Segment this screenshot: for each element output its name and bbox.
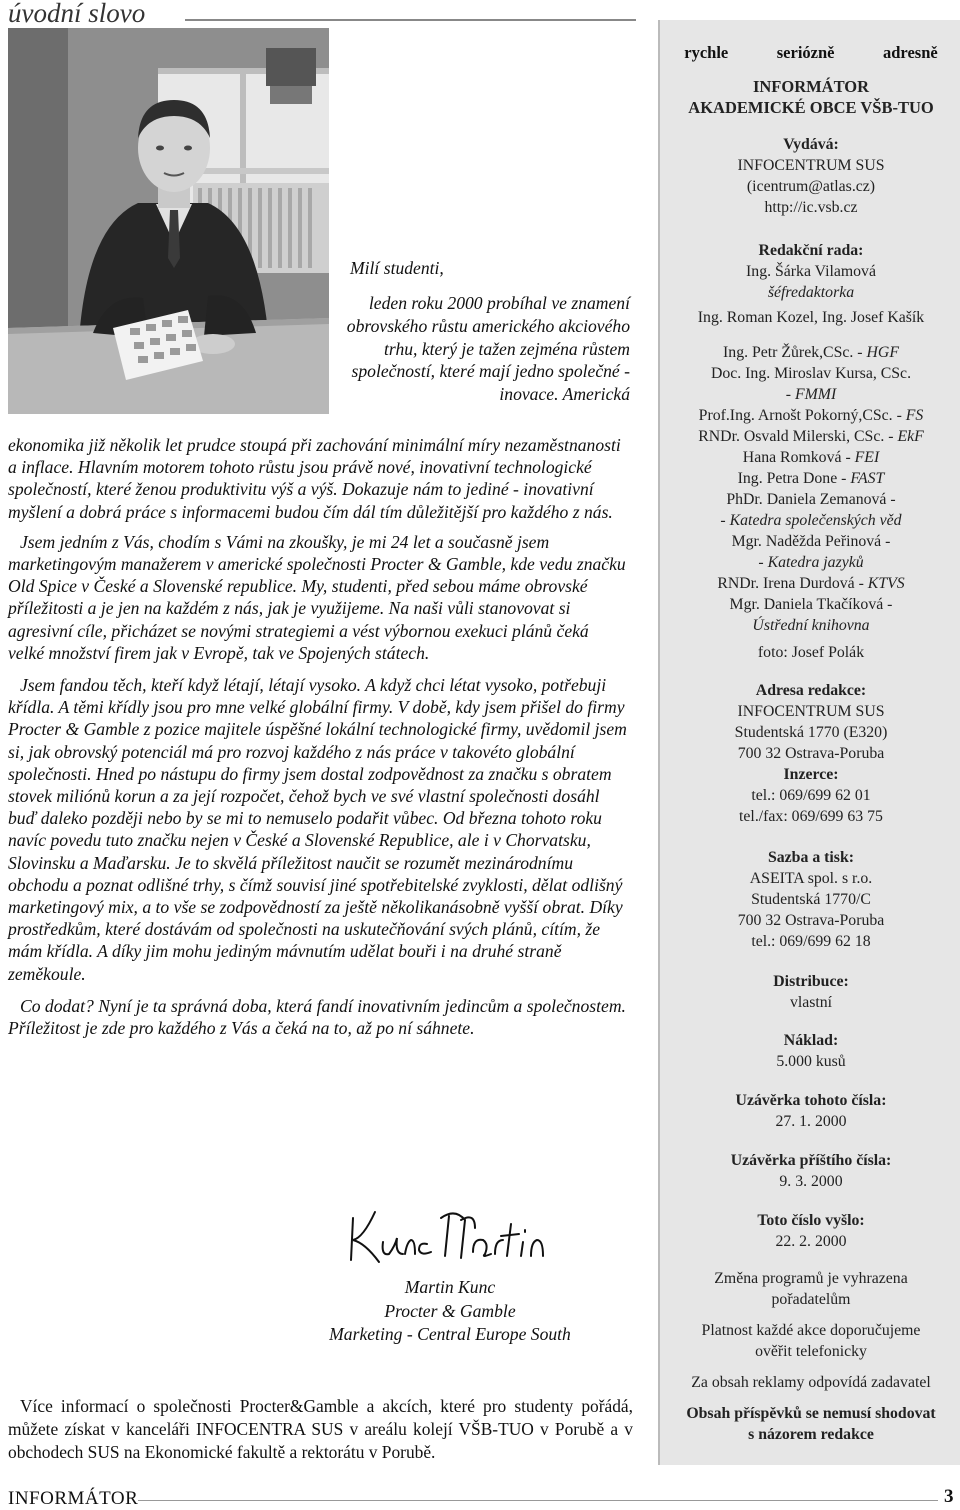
print-run-value: 5.000 kusů: [776, 1053, 846, 1070]
note-line: Změna programů je vyhrazena: [714, 1270, 908, 1287]
board-member-unit: FMMI: [794, 386, 837, 403]
paragraph-3: Jsem fandou těch, kteří když létají, létají vysoko. A když chci létat vysoko, potřebuji křídla. A těmi křídly jsou pro mne velké globální firmy. V době, kdy jsem přišel do firmy Procter & Gamble z pozice majitele úspěšné lokální technologické firmy, uvědomil jsem si, jak obrovský potenciál má pro rozvoj každého z nás práce v takovéto globální společnosti. Hned po nástupu do firmy jsem dostal zodpovědnost za značku s obratem stovek miliónů korun a za její rozpočet, čehož bych ve své vlastní společnosti dosáhl buď daleko později nebo by se mi to nemuselo podařit vůbec. Od března tohoto roku navíc povedu tuto značku nejen v České a Slovenské Republice, ale i v Chorvatsku, Slovinsku a Maďarsku. Je to skvělá příležitost naučit se rozumět mezinárodnímu obchodu a poznat odlišné trhy, s čímž souvisí jiné spotřebitelské zvyklosti, dělat odlišný marketingový mix, a to vše se zodpovědností za ještě několikanásobně vyšší obrat. Díky prostředkům, které dostávám od společnosti na uskutečňování svých plánů, cítím, že mám křídla. A díky jim mohu jediným mávnutím udělat bouři i na druhé straně zeměkoule.: [8, 675, 627, 984]
board-member-unit: EkF: [897, 428, 924, 445]
board-member-unit: Katedra jazyků: [767, 554, 864, 571]
paragraph-intro-rest: ekonomika již několik let prudce stoupá při zachování minimální míry nezaměstnanosti a inflace. Hlavním motorem tohoto růstu jsou právě nové, inovativní technologické společností, které ženou produktivitu výš a výš. Dokazuje nám to jediné - inovativní myšlení a dobrá práce s informacemi budou čím dál tím důležitější pro každého z nás.: [8, 435, 621, 522]
advertising-note: Za obsah reklamy odpovídá zadavatel: [691, 1374, 931, 1391]
printer-line: ASEITA spol. s r.o.: [749, 870, 873, 887]
editorial-address: [660, 680, 960, 827]
publisher-label: Vydává:: [783, 136, 839, 153]
publication-title-line: AKADEMICKÉ OBCE VŠB-TUO: [688, 98, 934, 117]
board-member-unit: Katedra společenských věd: [729, 512, 902, 529]
deadline-current-value: 27. 1. 2000: [775, 1113, 847, 1130]
paragraph-intro-right-text: leden roku 2000 probíhal ve znamení obrovského růstu amerického akciového trhu, který je tažen zejména růstem společností, které mají jedno společné - inovace. Americká: [346, 293, 630, 405]
board-member-unit: Ústřední knihovna: [752, 617, 870, 634]
advertising-label: Inzerce:: [783, 766, 839, 783]
board-member-name: Doc. Ing. Miroslav Kursa, CSc.: [710, 365, 912, 382]
tagline-item: adresně: [883, 43, 938, 62]
board-member-name: RNDr. Osvald Milerski, CSc. -: [698, 428, 898, 445]
distribution-value: vlastní: [789, 994, 833, 1011]
disclaimer-note: [660, 1403, 960, 1445]
board-member-unit: FAST: [850, 470, 885, 487]
board-member-name: Ing. Petr Žůrek,CSc. -: [723, 344, 867, 361]
validity-note: [660, 1320, 960, 1362]
board-member: [660, 573, 960, 594]
board-member: [660, 510, 960, 531]
board-member: [660, 426, 960, 447]
print-run-label: Náklad:: [783, 1032, 839, 1049]
advertising-phone: tel.: 069/699 62 01: [751, 787, 871, 804]
board-member-name: Hana Romková -: [742, 449, 855, 466]
publication-title: [660, 76, 960, 118]
publisher-url: http://ic.vsb.cz: [764, 199, 858, 216]
tagline-item: rychle: [684, 43, 729, 62]
footer-rule: [138, 1500, 938, 1501]
board-member: [660, 363, 960, 384]
header-rule: [185, 19, 636, 21]
publication-title-line: INFORMÁTOR: [752, 77, 870, 96]
page-number: 3: [944, 1486, 954, 1507]
signature-company: Procter & Gamble: [384, 1300, 516, 1321]
address-line: Studentská 1770 (E320): [734, 724, 888, 741]
board-member: [660, 447, 960, 468]
note-line: Obsah příspěvků se nemusí shodovat: [686, 1405, 936, 1422]
issue-date-label: Toto číslo vyšlo:: [757, 1212, 865, 1229]
photo-credit: foto: Josef Polák: [757, 644, 865, 661]
issue-date-value: 22. 2. 2000: [775, 1233, 847, 1250]
more-info-note: Více informací o společnosti Procter&Gamble a akcích, které pro studenty pořádá, můžete získat v kanceláři INFOCENTRA SUS v areálu kolejí VŠB-TUO v Porubě a v obchodech SUS na Ekonomické fakultě a rektorátu v Porubě.: [8, 1396, 633, 1462]
address-line: 700 32 Ostrava-Poruba: [737, 745, 885, 762]
board-member-list: [660, 342, 960, 636]
board-member: [660, 594, 960, 615]
board-member-name: Mgr. Daniela Tkačíková -: [729, 596, 893, 613]
board-member-name: -: [720, 512, 730, 529]
printer-phone: tel.: 069/699 62 18: [751, 933, 871, 950]
board-member-name: RNDr. Irena Durdová -: [717, 575, 868, 592]
note-line: Platnost každé akce doporučujeme: [701, 1322, 921, 1339]
board-member: [660, 615, 960, 636]
typesetting-print: [660, 847, 960, 952]
deadline-current: [660, 1090, 960, 1132]
board-member: [660, 405, 960, 426]
greeting: Milí studenti,: [350, 258, 444, 278]
program-change-note: [660, 1268, 960, 1310]
tagline-item: seriózně: [776, 43, 835, 62]
handwritten-signature: [345, 1198, 555, 1270]
editorial-board-label: Redakční rada:: [758, 242, 864, 259]
deadline-current-label: Uzávěrka tohoto čísla:: [735, 1092, 887, 1109]
board-member-unit: HGF: [866, 344, 899, 361]
board-member-unit: FEI: [854, 449, 880, 466]
deadline-next-value: 9. 3. 2000: [779, 1173, 843, 1190]
board-member: [660, 342, 960, 363]
paragraph-2: Jsem jedním z Vás, chodím s Vámi na zkoušky, je mi 24 let a současně jsem marketingovým manažerem v americké společnosti Procter & Gamble, kde vedu značku Old Spice v České a Slovenské republice. My, studenti, před sebou máme obrovské příležitosti a je jen na každém z nás, jak je využijeme. Na naši vůli stanovovat si agresivní cíle, přicházet se novými strategiemi a vést výbornou exekuci plánů čeká velké množství firem jak v Evropě, tak ve Spojených státech.: [8, 531, 626, 663]
board-member-name: Mgr. Naděžda Peřinová -: [731, 533, 891, 550]
publisher-email: (icentrum@atlas.cz): [746, 178, 876, 195]
signature-block: [300, 1276, 600, 1347]
section-title: úvodní slovo: [8, 0, 146, 28]
printer-line: 700 32 Ostrava-Poruba: [737, 912, 885, 929]
board-member: [660, 552, 960, 573]
printer-line: Studentská 1770/C: [751, 891, 871, 908]
publisher: [660, 134, 960, 218]
board-member-name: Prof.Ing. Arnošt Pokorný,CSc. -: [698, 407, 906, 424]
distribution-label: Distribuce:: [773, 973, 849, 990]
editor-role: šéfredaktorka: [767, 284, 855, 301]
paragraph-4: Co dodat? Nyní je ta správná doba, která fandí inovativním jedincům a společnostem. Příležitost je zde pro každého z Vás a čeká na to, až po ní sáhnete.: [8, 995, 626, 1039]
note-line: pořadatelům: [771, 1291, 851, 1308]
publisher-line: INFOCENTRUM SUS: [737, 157, 885, 174]
footer-publication: INFORMÁTOR: [8, 1488, 139, 1509]
note-line: s názorem redakce: [748, 1426, 874, 1443]
board-member-name: -: [758, 554, 768, 571]
print-run: [660, 1030, 960, 1072]
editorial-board: [660, 240, 960, 328]
typesetting-label: Sazba a tisk:: [767, 849, 855, 866]
distribution: [660, 971, 960, 1013]
board-members-line: Ing. Roman Kozel, Ing. Josef Kašík: [697, 309, 925, 326]
signature-role: Marketing - Central Europe South: [329, 1324, 571, 1345]
issue-date: [660, 1210, 960, 1252]
board-member-unit: KTVS: [867, 575, 905, 592]
masthead-sidebar: [658, 20, 960, 1465]
board-member: [660, 468, 960, 489]
editor-in-chief: Ing. Šárka Vilamová: [746, 263, 876, 280]
board-member-unit: FS: [905, 407, 924, 424]
address-line: INFOCENTRUM SUS: [737, 703, 885, 720]
deadline-next: [660, 1150, 960, 1192]
address-label: Adresa redakce:: [755, 682, 867, 699]
board-member-name: -: [785, 386, 795, 403]
signature-name: Martin Kunc: [404, 1277, 496, 1297]
board-member-name: PhDr. Daniela Zemanová -: [726, 491, 896, 508]
paragraph-intro-right: [330, 292, 630, 406]
board-member: [660, 531, 960, 552]
note-line: ověřit telefonicky: [755, 1343, 867, 1360]
letter-body: [8, 434, 628, 1039]
advertising-fax: tel./fax: 069/699 63 75: [739, 808, 883, 825]
tagline: [660, 43, 960, 63]
board-member: [660, 384, 960, 405]
board-member-name: Ing. Petra Done -: [737, 470, 851, 487]
board-member: [660, 489, 960, 510]
portrait-photo: [8, 28, 329, 414]
deadline-next-label: Uzávěrka příštího čísla:: [730, 1152, 892, 1169]
